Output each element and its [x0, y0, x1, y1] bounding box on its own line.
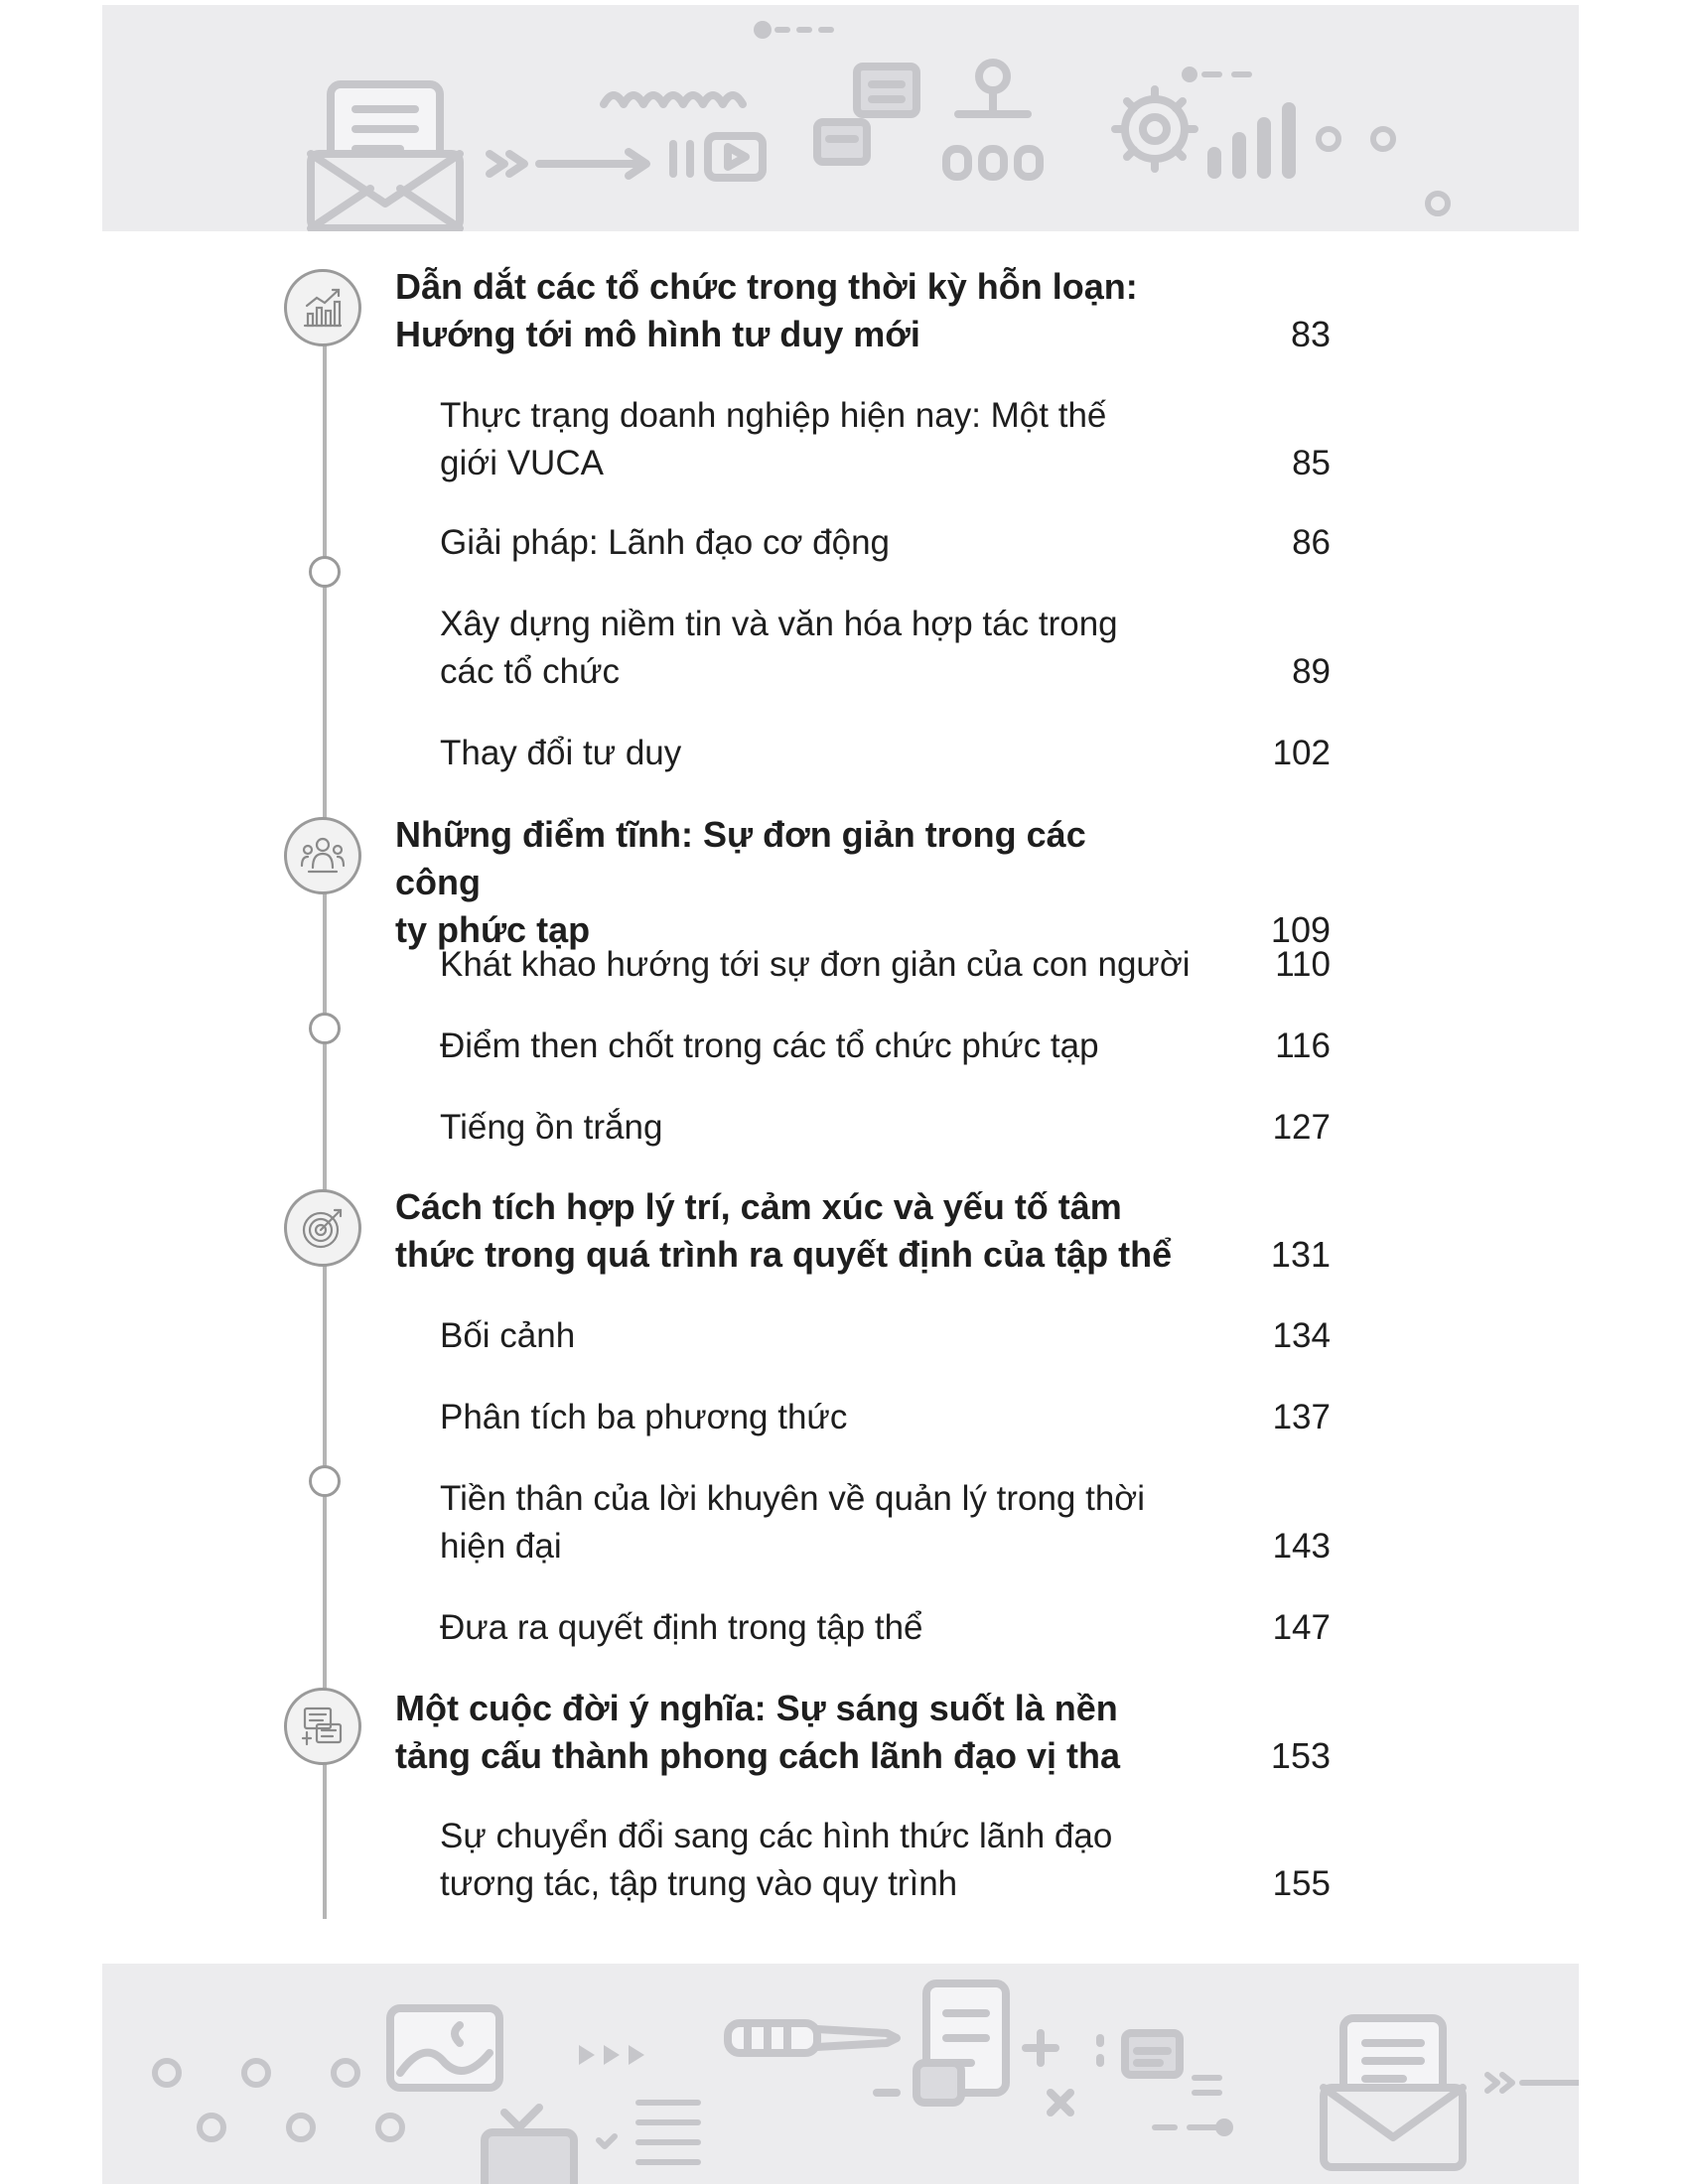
page-number: 83 — [1290, 314, 1331, 354]
chat-bubbles-icon — [1125, 2033, 1180, 2075]
growth-chart-icon — [299, 284, 347, 332]
leader-group-icon — [299, 832, 347, 880]
page-number: 127 — [1272, 1108, 1331, 1147]
toc-section-entry[interactable] — [440, 1394, 1331, 1441]
section-title: Điểm then chốt trong các tổ chức phức tạp — [440, 1026, 1099, 1065]
toc-section-entry[interactable] — [440, 601, 1331, 696]
arrow-flow-icon — [579, 2045, 644, 2065]
checklist-icon — [599, 2103, 698, 2162]
toc-section-entry[interactable] — [440, 1475, 1331, 1570]
footer-decoration-band — [102, 1964, 1579, 2184]
section-title: Khát khao hướng tới sự đơn giản của con người — [440, 945, 1191, 984]
section-title: Phân tích ba phương thức — [440, 1398, 848, 1436]
page-number: 134 — [1272, 1316, 1331, 1355]
monitor-icon — [485, 2108, 574, 2184]
page-number: 147 — [1272, 1608, 1331, 1647]
toc-section-entry[interactable] — [440, 1023, 1331, 1070]
chat-bubbles-icon — [817, 67, 916, 162]
bar-chart-icon — [1214, 109, 1289, 172]
section-title: Tiền thân của lời khuyên về quản lý trong thời hiện đại — [440, 1479, 1146, 1566]
small-gears-icon — [155, 2061, 402, 2139]
pen-icon — [728, 2023, 897, 2053]
video-player-icon — [673, 136, 763, 178]
toc-section-entry[interactable] — [440, 1312, 1331, 1360]
timeline-node — [309, 1465, 341, 1497]
page-number: 116 — [1275, 1026, 1331, 1065]
document-page-icon — [916, 1983, 1006, 2103]
toc-section-entry[interactable] — [440, 730, 1331, 777]
timeline-node — [309, 556, 341, 588]
small-gears-icon — [1319, 129, 1448, 213]
envelope-letter-icon — [311, 84, 460, 228]
page-number: 110 — [1275, 945, 1331, 984]
spring-coil-icon — [604, 95, 743, 104]
timeline-line — [323, 298, 327, 1919]
gear-icon — [1115, 89, 1195, 169]
section-title: Tiếng ồn trắng — [440, 1108, 663, 1147]
toc-chapter-entry[interactable] — [395, 811, 1331, 954]
section-title: Thay đổi tư duy — [440, 734, 682, 772]
image-frame-icon — [390, 2008, 499, 2088]
section-title: Xây dựng niềm tin và văn hóa hợp tác trong các tổ chức — [440, 605, 1118, 691]
page-number: 137 — [1272, 1398, 1331, 1436]
page-number: 143 — [1272, 1527, 1331, 1566]
arrow-flow-icon — [490, 152, 646, 176]
chapter-title: Một cuộc đời ý nghĩa: Sự sáng suốt là nền tảng cấu thành phong cách lãnh đạo vị tha — [395, 1688, 1121, 1776]
section-title: Bối cảnh — [440, 1316, 576, 1355]
page-number: 155 — [1272, 1864, 1331, 1903]
org-chart-icon — [946, 63, 1040, 177]
page-number: 102 — [1272, 734, 1331, 772]
toc-chapter-entry[interactable] — [395, 1183, 1331, 1279]
toc-section-entry[interactable] — [440, 941, 1331, 989]
page-number: 86 — [1292, 523, 1331, 562]
toc-section-entry[interactable] — [440, 519, 1331, 567]
chapter-title: Những điểm tĩnh: Sự đơn giản trong các công ty phức tạp — [395, 814, 1086, 950]
header-decoration-band — [102, 5, 1579, 231]
toc-section-entry[interactable] — [440, 1813, 1331, 1908]
page-number: 109 — [1270, 909, 1331, 950]
toc-chapter-entry[interactable] — [395, 1685, 1331, 1780]
section-title: Sự chuyển đổi sang các hình thức lãnh đạo tương tác, tập trung vào quy trình — [440, 1817, 1113, 1903]
section-title: Giải pháp: Lãnh đạo cơ động — [440, 523, 891, 562]
toc-chapter-entry[interactable] — [395, 263, 1331, 358]
page-number: 153 — [1270, 1735, 1331, 1776]
section-title: Thực trạng doanh nghiệp hiện nay: Một thế giới VUCA — [440, 396, 1107, 482]
envelope-letter-icon — [1324, 2018, 1463, 2167]
chat-document-icon — [299, 1703, 347, 1750]
chapter-badge-3 — [284, 1189, 361, 1267]
chapter-badge-4 — [284, 1688, 361, 1765]
chapter-badge-1 — [284, 269, 361, 346]
toc-section-entry[interactable] — [440, 1604, 1331, 1652]
arrow-right-icon — [1487, 2075, 1579, 2091]
equals-arrow-icon — [1155, 2078, 1230, 2133]
chapter-title: Dẫn dắt các tổ chức trong thời kỳ hỗn loạn: Hướng tới mô hình tư duy mới — [395, 266, 1138, 354]
page-number: 89 — [1292, 652, 1331, 691]
toc-section-entry[interactable] — [440, 1104, 1331, 1152]
chapter-badge-2 — [284, 817, 361, 894]
page-number: 131 — [1270, 1234, 1331, 1275]
section-title: Đưa ra quyết định trong tập thể — [440, 1608, 923, 1647]
timeline-node — [309, 1013, 341, 1044]
page-number: 85 — [1292, 444, 1331, 482]
target-icon — [299, 1204, 347, 1252]
toc-section-entry[interactable] — [440, 392, 1331, 487]
chapter-title: Cách tích hợp lý trí, cảm xúc và yếu tố tâm thức trong quá trình ra quyết định của tập thể — [395, 1186, 1173, 1275]
